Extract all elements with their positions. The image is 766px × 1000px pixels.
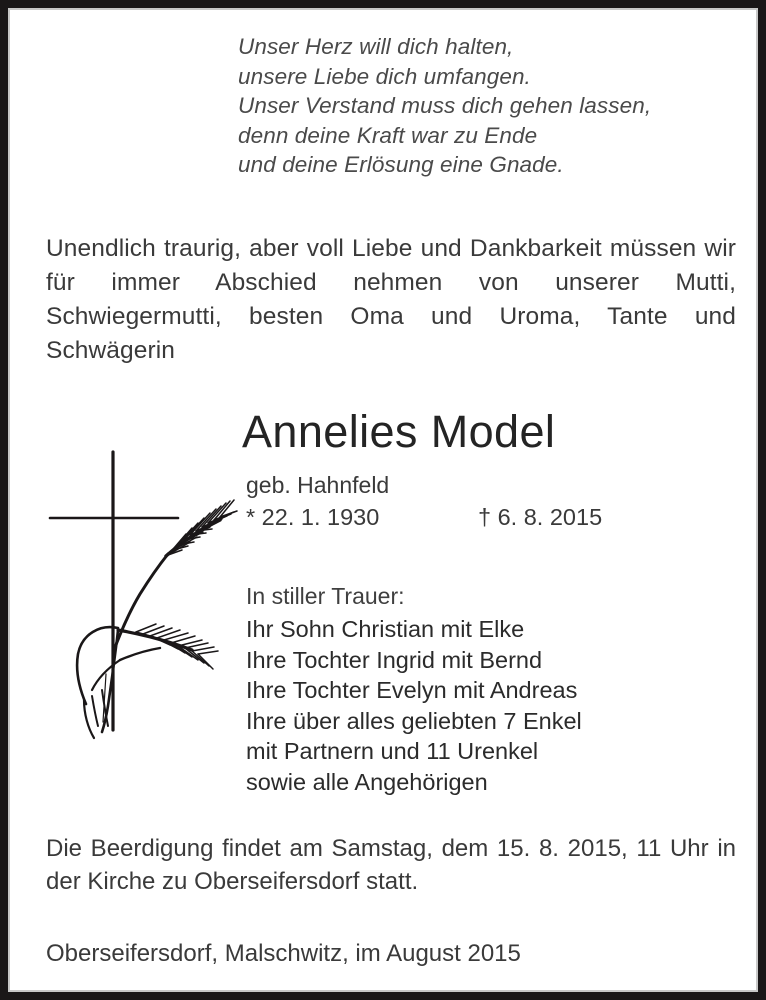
mourners-list bbox=[246, 614, 706, 797]
cross-with-wheat-icon bbox=[40, 438, 240, 743]
wheat-blade-right bbox=[120, 648, 160, 660]
mourner-line: Ihre über alles geliebten 7 Enkel bbox=[246, 707, 582, 734]
funeral-information: Die Beerdigung findet am Samstag, dem 15. 8. 2015, 11 Uhr in der Kirche zu Oberseifersdorf statt. bbox=[46, 835, 736, 895]
intro-paragraph: Unendlich traurig, aber voll Liebe und Dankbarkeit müssen wir für immer Abschied nehmen von unserer Mutti, Schwiegermutti, besten Oma und Uroma, Tante und Schwägerin bbox=[46, 235, 736, 364]
poem-line-4: denn deine Kraft war zu Ende bbox=[238, 122, 538, 148]
mourner-line: sowie alle Angehörigen bbox=[246, 768, 488, 795]
poem-line-5: und deine Erlösung eine Gnade. bbox=[238, 152, 564, 177]
wheat-blade-center bbox=[102, 630, 118, 732]
death-date: † 6. 8. 2015 bbox=[478, 504, 603, 530]
notice-sheet bbox=[10, 10, 756, 990]
mourner-line: mit Partnern und 11 Urenkel bbox=[246, 738, 539, 764]
wheat-tip-b bbox=[92, 696, 98, 726]
wheat-ear-lower-awns bbox=[136, 624, 218, 669]
life-dates bbox=[246, 502, 706, 532]
place-and-date: Oberseifersdorf, Malschwitz, im August 2015 bbox=[46, 940, 521, 967]
maiden-name: geb. Hahnfeld bbox=[246, 472, 390, 498]
mourner-line: Ihre Tochter Ingrid mit Bernd bbox=[246, 646, 543, 673]
mourner-line: Ihr Sohn Christian mit Elke bbox=[246, 616, 525, 642]
wheat-ear-upper-awns bbox=[168, 500, 237, 555]
wheat-tip-a bbox=[84, 700, 94, 738]
memorial-poem bbox=[238, 32, 718, 180]
poem-line-2: unsere Liebe dich umfangen. bbox=[238, 63, 531, 89]
mourner-line: Ihre Tochter Evelyn mit Andreas bbox=[246, 677, 578, 703]
deceased-name: Annelies Model bbox=[242, 406, 556, 457]
cross-with-wheat-graphic bbox=[40, 438, 240, 743]
poem-line-1: Unser Herz will dich halten, bbox=[238, 34, 514, 59]
birth-date: * 22. 1. 1930 bbox=[246, 504, 380, 530]
mourners-heading: In stiller Trauer: bbox=[246, 583, 405, 609]
poem-line-3: Unser Verstand muss dich gehen lassen, bbox=[238, 93, 652, 118]
